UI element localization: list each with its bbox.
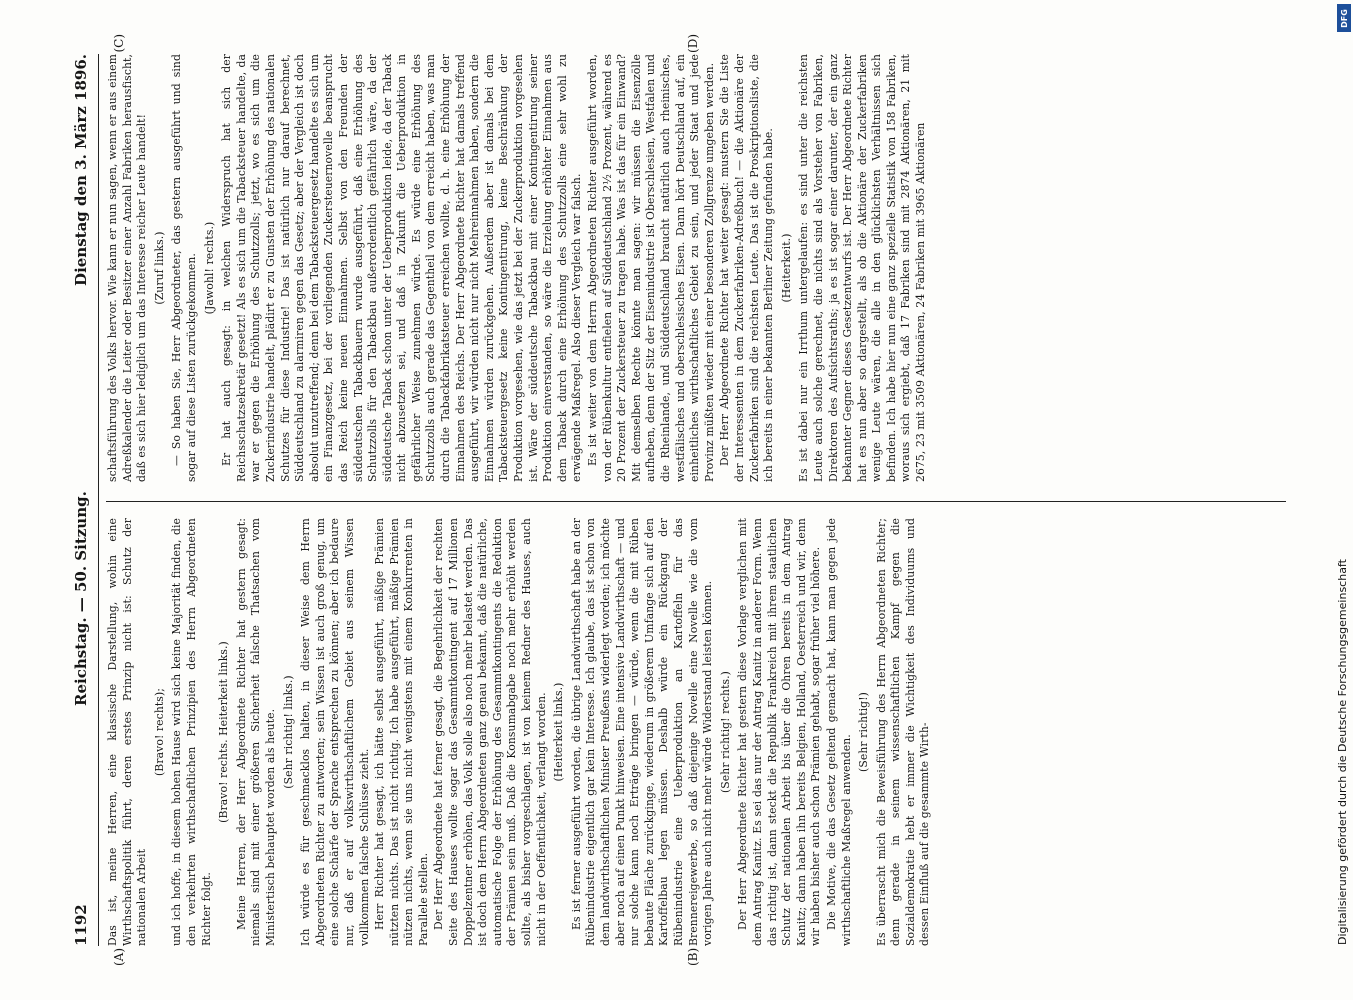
running-header [68,54,98,946]
rotated-page-content [46,34,1306,966]
paragraph: Es ist ferner ausgeführt worden, die übrige Landwirthschaft habe an der Rübenindustrie eigentlich gar kein Interesse. Ich glaube, das ist schon von dem landwirthschaftlichen Minister Preußens widerlegt worden; ich möchte aber noch auf einen Punkt hinweisen. Eine intensive Landwirthschaft — und nur solche kann noch Erträge bringen — würde, wenn die mit Rüben bebaute Fläche zurückginge, wiederum in größerem Umfange sich auf den Kartoffelbau legen müssen. Deshalb würde ein Rückgang der Rübenindustrie eine Ueberproduktion an Kartoffeln für das Brennereigewerbe, so daß diejenige Novelle eine Novelle wie die vom vorigen Jahre auch nicht mehr würde Widerstand leisten können. [569,518,715,946]
margin-marker-b: (B) [686,947,700,966]
margin-marker-a: (A) [112,947,126,966]
interjection: (Sehr richtig! links.) [281,675,295,789]
interjection: (Sehr richtig!) [857,692,871,772]
right-running-title: Dienstag den 3. März 1896. [72,54,90,286]
margin-marker-c: (C) [112,34,126,53]
digitization-note [1336,40,1348,960]
paragraph: — So haben Sie, Herr Abgeordneter, das gestern ausgeführt und sind sogar auf diese Listen zurückgekommen. [170,54,198,482]
left-running-title: Reichstag. — 50. Sitzung. [72,491,90,706]
interjection: (Bravo! rechts); [152,688,166,776]
paragraph: Herr Richter hat gesagt, ich hätte selbst ausgeführt, mäßige Prämien nützten nichts. Das ist nicht richtig. Ich habe ausgeführt, mäßige Prämien nützen nichts, wenn sie uns nicht wenigstens mit einem Konkurrenten in Parallele stellen. [373,518,430,946]
paragraph: schaftsführung des Volks hervor. Wie kann er nun sagen, wenn er aus einem Adreßkalender die Leiter oder Besitzer einer Anzahl Fabriken herausfischt, daß es sich hier lediglich um das Interesse reicher Leute handelt! [106,54,149,482]
interjection: (Zuruf links.) [152,231,166,305]
header-rule [98,54,99,946]
paragraph: Es ist dabei nur ein Irrthum untergelaufen: es sind unter die reichsten Leute auch solche gerechnet, die nichts sind als Vorsteher von Fabriken, Direktoren des Aufsichtsraths; ja es ist sogar einer darunter, der ein ganz bekannter Gegner dieses Gesetzentwurfs ist. Der Herr Abgeordnete Richter hat es nun aber so dargestellt, als ob die Aktionäre der Zuckerfabriken wenige Leute wären, die alle in den glücklichsten Verhältnissen sich befinden. Ich habe hier nun eine ganz spezielle Statistik von 158 Fabriken, woraus sich ergiebt, daß 17 Fabriken sind mit 2874 Aktionären, 21 mit 2675, 23 mit 3509 Aktionären, 24 Fabriken mit 3965 Aktionären [797,54,928,482]
interjection: (Bravo! rechts. Heiterkeit links.) [217,641,231,823]
right-text-column [106,54,1286,482]
interjection: (Heiterkeit links.) [552,682,566,782]
paragraph: Die Motive, die das Gesetz geltend gemacht hat, kann man gegen jede wirthschaftliche Maßregel anwenden. [824,518,853,946]
paragraph: Meine Herren, der Herr Abgeordnete Richter hat gestern gesagt: niemals sind mit einer größeren Sicherheit falsche Thatsachen vom Ministertisch behauptet worden als heute. [234,518,277,946]
page-number: 1192 [72,904,90,946]
digitization-note-text: Digitalisierung gefördert durch die Deutsche Forschungsgemeinschaft [1336,559,1349,945]
left-text-column [106,518,1286,946]
paragraph: Er hat auch gesagt: in welchen Widerspruch hat sich der Reichsschatzsekretär gesetzt! Als es sich um die Tabacksteuer handelte, da war er gegen die Erhöhung des Schutzzolls; jetzt, wo es sich um die Zuckerindustrie handelt, plädirt er zu Gunsten der Erhöhung des nationalen Schutzes für diese Industrie! Das ist natürlich nur darauf berechnet, Süddeutschland zu alarmiren gegen das Gesetz; aber der Vergleich ist doch absolut unzutreffend; denn bei dem Tabacksteuergesetz handelte es sich um ein Finanzgesetz, bei der vorliegenden Zuckersteuernovelle beansprucht das Reich keine neuen Einnahmen. Selbst von den Freunden der süddeutschen Tabackbauern wurde ausgeführt, daß eine Erhöhung des Schutzzolls für den Tabackbau außerordentlich gefährlich wäre, da der süddeutsche Taback schon unter der Ueberproduktion leide, da der Taback nicht abzusetzen sei, und daß in Zukunft die Ueberproduktion in gefährlicher Weise zunehmen würde. Es würde eine Erhöhung des Schutzzolls auch gerade das Gegentheil von dem erreicht haben, was man durch die Tabackfabrikatsteuer erreichen wollte, d. h. eine Erhöhung der Einnahmen des Reichs. Der Herr Abgeordnete Richter hat damals treffend ausgeführt, wir würden nicht nur nicht Mehreinnahmen haben, sondern die Einnahmen würden zurückgehen. Außerdem aber ist damals bei dem Tabacksteuergesetz keine Kontingentirung, keine Beschränkung der Produktion vorgesehen, wie das jetzt bei der Zuckerproduktion vorgesehen ist. Wäre der süddeutsche Tabackbau mit einer Kontingentirung seiner Produktion einverstanden, so wäre die Erzielung erhöhter Einnahmen aus dem Taback durch eine Erhöhung des Schutzzolls eine sehr wohl zu erwägende Maßregel. Also dieser Vergleich war falsch. [220,54,584,482]
interjection: (Heiterkeit.) [779,233,793,303]
paragraph: Der Herr Abgeordnete hat ferner gesagt, die Begehrlichkeit der rechten Seite des Hauses wollte sogar das Gesammtkontingent auf 17 Millionen Doppelzentner erhöhen, das Volk solle also noch mehr belastet werden. Das ist doch dem Herrn Abgeordneten ganz genau bekannt, daß die natürliche, automatische Folge der Erhöhung des Gesammtkontingents die Reduktion der Prämien sein muß. Daß die Konsumabgabe noch mehr erhöht werden sollte, als bisher vorgeschlagen, ist von keinem Redner des Hauses, auch nicht in der Oeffentlichkeit, verlangt worden. [432,518,548,946]
paragraph: Das ist, meine Herren, eine klassische Darstellung, wohin eine Wirthschaftspolitik führt, deren erstes Prinzip nicht ist: Schutz der nationalen Arbeit [106,518,149,946]
interjection: (Jawohl! rechts.) [202,221,216,315]
paragraph: Der Herr Abgeordnete Richter hat weiter gesagt: mustern Sie die Liste der Interessenten in dem Zuckerfabriken-Adreßbuch! — die Aktionäre der Zuckerfabriken sind die reichsten Leute. Das ist die Proskriptionsliste, die ich bereits in einer bekannten Berliner Zeitung gefunden habe. [718,54,776,482]
interjection: (Sehr richtig! rechts.) [718,671,732,794]
margin-marker-d: (D) [686,34,700,53]
paragraph: Ich würde es für geschmacklos halten, in dieser Weise dem Herrn Abgeordneten Richter zu antworten; sein Wissen ist auch groß genug, um eine solche Schärfe der Sprache entsprechen zu können; aber ich bedaure nur, daß er auf volkswirthschaftlichem Gebiet aus seinem Wissen vollkommen falsche Schlüsse zieht. [299,518,371,946]
paragraph: Der Herr Abgeordnete Richter hat gestern diese Vorlage verglichen mit dem Antrag Kanitz. Es sei das nur der Antrag Kanitz in anderer Form. Wenn das richtig ist, dann steckt die Republik Frankreich mit ihrem staatlichen Schutz der nationalen Arbeit bis über die Ohren bereits in dem Antrag Kanitz; dann haben ihn bereits Belgien, Holland, Oesterreich und wir, denn wir haben bisher auch schon Prämien gehabt, sogar früher viel höhere. [736,518,823,946]
paragraph: und ich hoffe, in diesem hohen Hause wird sich keine Majorität finden, die den verkehrten wirthschaftlichen Prinzipien des Herrn Abgeordneten Richter folgt. [170,518,213,946]
dfg-logo: DFG [1337,4,1351,32]
column-divider [106,501,1286,502]
paragraph: Es überrascht mich die Beweisführung des Herrn Abgeordneten Richter; denn gerade in seinem wissenschaftlichen Kampf gegen die Sozialdemokratie hebt er immer die Wichtigkeit des Individuums und dessen Einfluß auf die gesammte Wirth- [874,518,932,946]
paragraph: Es ist weiter von dem Herrn Abgeordneten Richter ausgeführt worden, von der Rübenkultur entfielen auf Süddeutschland 2¹⁄₂ Prozent, während es 20 Prozent der Zuckersteuer zu tragen habe. Was ist das für ein Einwand? Mit demselben Rechte könnte man sagen: wir müssen die Eisenzölle aufheben, denn der Sitz der Eisenindustrie ist Oberschlesien, Westfalen und die Rheinlande, und Süddeutschland braucht natürlich auch rheinisches, westfälisches und oberschlesisches Eisen. Dann hört Deutschland auf, ein einheitliches wirthschaftliches Gebiet zu sein, und jeder Staat und jede Provinz müßten wieder mit einer besonderen Zollgrenze umgeben werden. [586,54,716,482]
